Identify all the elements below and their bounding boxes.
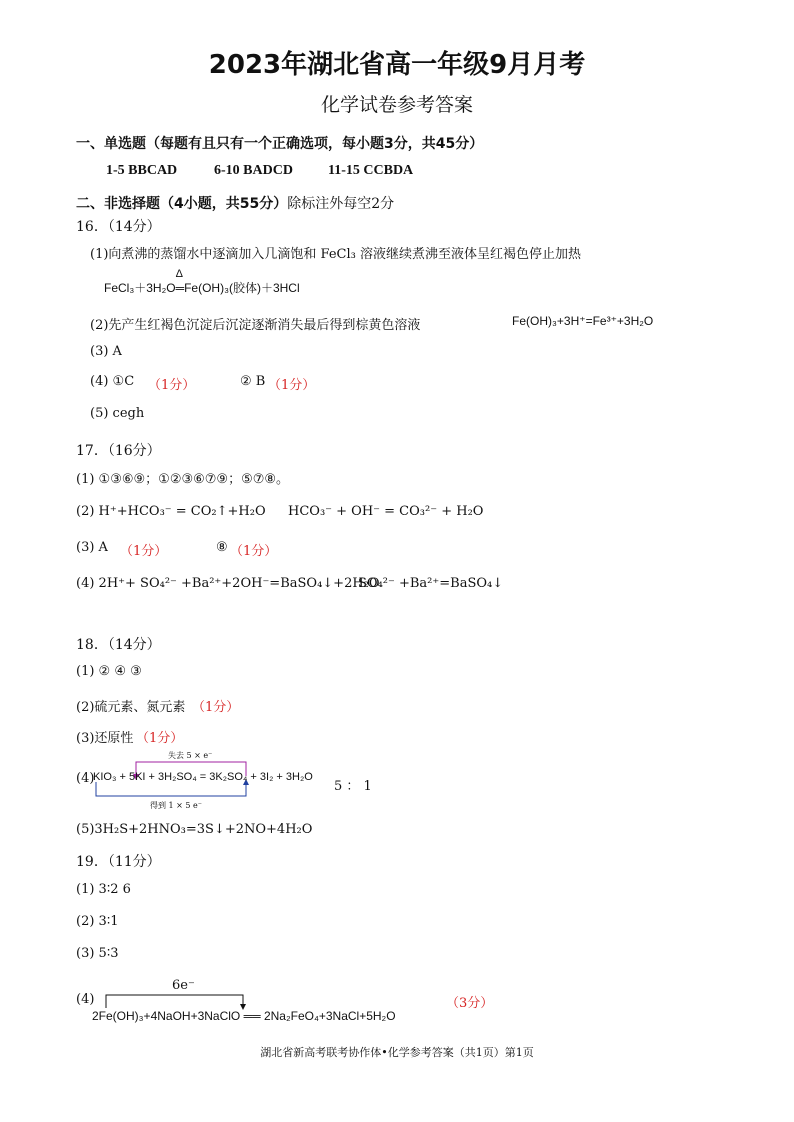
q18-p4-bottom-label: 得到 1 × 5 e⁻	[150, 801, 203, 810]
q16-p3: (3) A	[90, 344, 122, 359]
section2-heading-note: 除标注外每空2分	[287, 196, 395, 212]
section2-heading-bold: 二、非选择题（4小题，共55分）	[76, 196, 288, 212]
q19-p4-electrons: 6e⁻	[172, 978, 195, 993]
q18-p1: (1) ② ④ ③	[76, 664, 142, 679]
section1-heading: 一、单选题（每题有且只有一个正确选项，每小题3分，共45分）	[76, 136, 484, 152]
q16-p5: (5) cegh	[90, 406, 145, 421]
page-subtitle: 化学试卷参考答案	[320, 94, 473, 116]
q19-p3: (3) 5∶3	[76, 946, 119, 961]
q17-p2a: (2) H⁺+HCO₃⁻ = CO₂↑+H₂O	[76, 504, 266, 519]
q19-p4-prefix: (4)	[76, 992, 95, 1007]
q16-label: 16．（14分）	[76, 219, 161, 235]
q16-p4a-points: （1分）	[148, 378, 196, 393]
q19-p2: (2) 3∶1	[76, 914, 119, 929]
q18-p3: (3)还原性	[76, 731, 134, 746]
q19-p1: (1) 3∶2 6	[76, 882, 131, 897]
page-footer: 湖北省新高考联考协作体•化学参考答案（共1页）第1页	[260, 1046, 534, 1059]
q17-label: 17．（16分）	[76, 443, 161, 459]
q17-p3a-points: （1分）	[120, 544, 168, 559]
q19-p4-points: （3分）	[446, 996, 494, 1011]
q17-p4a: (4) 2H⁺+ SO₄²⁻ +Ba²⁺+2OH⁻=BaSO₄↓+2H₂O	[76, 576, 380, 591]
q19-label: 19．（11分）	[76, 854, 161, 870]
q17-p3b: ⑧	[216, 540, 228, 555]
q16-p2: (2)先产生红褐色沉淀后沉淀逐渐消失最后得到棕黄色溶液	[90, 318, 421, 333]
q16-p1-equation: FeCl₃＋3H₂O Δ ═Fe(OH)₃(胶体)＋3HCl	[104, 268, 300, 295]
q17-p4b: SO₄²⁻ +Ba²⁺=BaSO₄↓	[358, 576, 504, 591]
q18-p4-top-label: 失去 5 × e⁻	[168, 751, 213, 760]
q16-p1: (1)向煮沸的蒸馏水中逐滴加入几滴饱和 FeCl₃ 溶液继续煮沸至液体呈红褐色停止加热	[90, 247, 581, 262]
q18-p2: (2)硫元素、氮元素	[76, 700, 186, 715]
answer-group-3: 11-15 CCBDA	[328, 163, 414, 178]
q19-p4-equation: 2Fe(OH)₃+4NaOH+3NaClO ══ 2Na₂FeO₄+3NaCl+5H₂O	[92, 1009, 396, 1023]
q16-p4b: ② B	[240, 374, 266, 389]
q18-label: 18．（14分）	[76, 637, 161, 653]
page-title: 2023年湖北省高一年级9月月考	[208, 50, 586, 80]
answer-group-1: 1-5 BBCAD	[106, 163, 178, 178]
q16-eq-condition: Δ	[175, 268, 183, 280]
q16-eq-right: Fe(OH)₃(胶体)＋3HCl	[184, 281, 300, 295]
q18-p5: (5)3H₂S+2HNO₃=3S↓+2NO+4H₂O	[76, 822, 313, 837]
q17-p3a: (3) A	[76, 540, 108, 555]
q18-p4-equation: KIO₃ + 5KI + 3H₂SO₄ = 3K₂SO₄ + 3I₂ + 3H₂O	[93, 771, 313, 783]
q16-p4b-points: （1分）	[268, 378, 316, 393]
q18-p4-prefix: (4)	[76, 771, 95, 786]
q16-p4a: (4) ①C	[90, 374, 135, 389]
q16-p2-equation: Fe(OH)₃+3H⁺=Fe³⁺+3H₂O	[512, 314, 654, 328]
q17-p2b: HCO₃⁻ + OH⁻ = CO₃²⁻ + H₂O	[288, 504, 484, 519]
q17-p3b-points: （1分）	[230, 544, 278, 559]
q18-p3-points: （1分）	[136, 731, 184, 746]
q18-p4-ratio: 5 ： 1	[334, 779, 372, 794]
q16-eq-left: FeCl₃＋3H₂O	[104, 281, 176, 295]
q18-p2-points: （1分）	[192, 700, 240, 715]
answer-group-2: 6-10 BADCD	[214, 163, 293, 178]
q17-p1: (1) ①③⑥⑨；①②③⑥⑦⑨；⑤⑦⑧。	[76, 472, 290, 487]
